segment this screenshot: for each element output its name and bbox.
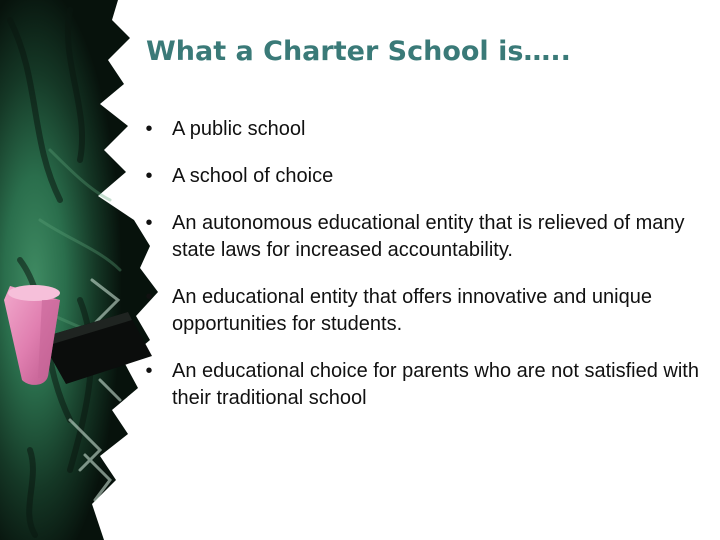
- list-item: [142, 210, 702, 264]
- bullet-icon: •: [145, 165, 153, 187]
- list-item: [142, 163, 702, 190]
- bullet-text: A school of choice: [172, 165, 334, 187]
- bullet-text: A public school: [172, 118, 306, 140]
- bullet-list: [142, 116, 702, 432]
- list-item: [142, 358, 702, 412]
- page-title: What a Charter School is…..: [146, 36, 571, 67]
- bullet-icon: •: [145, 212, 153, 234]
- bullet-text: An educational entity that offers innovative and unique opportunities for students.: [172, 286, 652, 335]
- bullet-icon: •: [145, 360, 153, 382]
- bullet-icon: •: [145, 118, 153, 140]
- list-item: [142, 284, 702, 338]
- bullet-text: An educational choice for parents who are not satisfied with their traditional school: [172, 360, 699, 409]
- list-item: [142, 116, 702, 143]
- bullet-icon: •: [145, 286, 153, 308]
- bullet-text: An autonomous educational entity that is relieved of many state laws for increased accountability.: [172, 212, 685, 261]
